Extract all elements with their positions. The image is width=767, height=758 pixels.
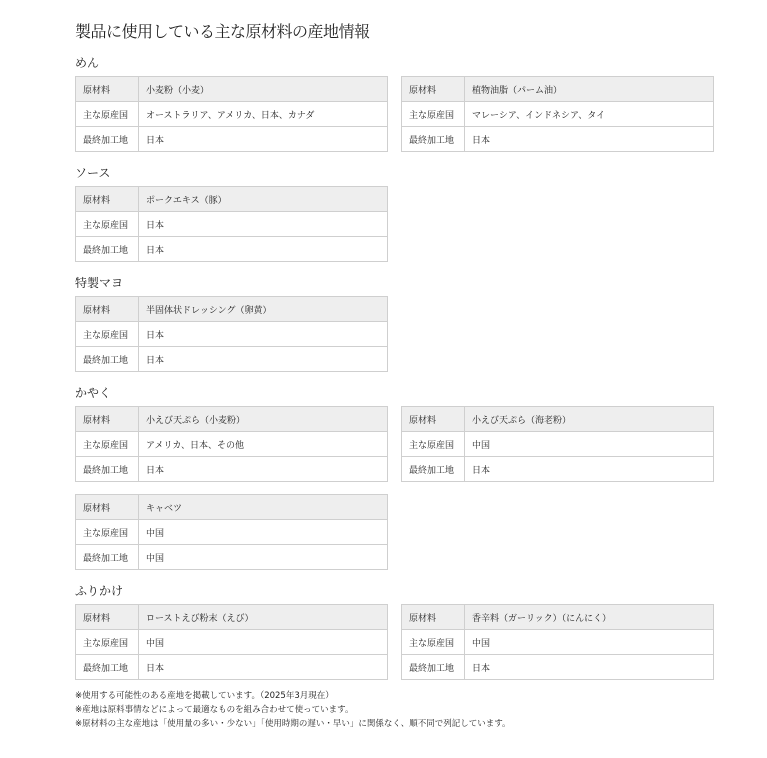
material-label: 原材料 [76,297,139,322]
page-title: 製品に使用している主な原材料の産地情報 [75,22,370,41]
footnote: ※産地は原料事情などによって最適なものを組み合わせて使っています。 [75,705,354,715]
origin-value: マレーシア、インドネシア、タイ [465,102,714,127]
processing-label: 最終加工地 [76,237,139,262]
origin-label: 主な原産国 [402,630,465,655]
origin-value: 中国 [139,520,388,545]
processing-label: 最終加工地 [402,127,465,152]
origin-table-dressing [75,296,388,372]
origin-value: 中国 [139,630,388,655]
processing-label: 最終加工地 [76,347,139,372]
processing-value: 日本 [139,457,388,482]
material-value: ローストえび粉末（えび） [139,605,388,630]
material-value: キャベツ [139,495,388,520]
origin-table-shrimp-tempura-flour [75,406,388,482]
material-value: 小えび天ぷら（海老粉） [465,407,714,432]
material-label: 原材料 [76,495,139,520]
origin-table-palm-oil [401,76,714,152]
processing-label: 最終加工地 [76,545,139,570]
origin-label: 主な原産国 [76,630,139,655]
material-value: 香辛料（ガーリック）（にんにく） [465,605,714,630]
origin-label: 主な原産国 [76,520,139,545]
material-value: 半固体状ドレッシング（卵黄） [139,297,388,322]
origin-value: 日本 [139,322,388,347]
origin-value: アメリカ、日本、その他 [139,432,388,457]
origin-table-cabbage [75,494,388,570]
origin-label: 主な原産国 [76,322,139,347]
origin-label: 主な原産国 [402,432,465,457]
origin-table-spice-garlic [401,604,714,680]
processing-label: 最終加工地 [76,655,139,680]
processing-value: 日本 [139,237,388,262]
material-label: 原材料 [76,77,139,102]
footnote: ※原材料の主な産地は「使用量の多い・少ない」「使用時期の遅い・早い」に関係なく、順不同で列記しています。 [75,719,511,729]
section-heading-men: めん [75,56,100,70]
material-label: 原材料 [76,605,139,630]
origin-value: 中国 [465,630,714,655]
processing-label: 最終加工地 [76,127,139,152]
origin-table-roast-shrimp-powder [75,604,388,680]
material-label: 原材料 [402,605,465,630]
footnotes [75,689,511,731]
origin-label: 主な原産国 [76,102,139,127]
origin-label: 主な原産国 [76,432,139,457]
origin-value: 日本 [139,212,388,237]
processing-value: 日本 [465,457,714,482]
processing-value: 日本 [139,347,388,372]
processing-value: 日本 [139,655,388,680]
origin-table-pork-extract [75,186,388,262]
material-value: 小麦粉（小麦） [139,77,388,102]
footnote: ※使用する可能性のある産地を掲載しています。（2025年3月現在） [75,691,334,701]
origin-label: 主な原産国 [76,212,139,237]
processing-value: 中国 [139,545,388,570]
material-label: 原材料 [76,187,139,212]
processing-value: 日本 [139,127,388,152]
section-heading-sauce: ソース [75,166,111,180]
processing-value: 日本 [465,127,714,152]
origin-table-wheat-flour [75,76,388,152]
material-label: 原材料 [402,77,465,102]
material-value: 植物油脂（パーム油） [465,77,714,102]
processing-label: 最終加工地 [402,457,465,482]
material-label: 原材料 [402,407,465,432]
section-heading-furikake: ふりかけ [75,584,124,598]
origin-label: 主な原産国 [402,102,465,127]
origin-value: オーストラリア、アメリカ、日本、カナダ [139,102,388,127]
processing-label: 最終加工地 [76,457,139,482]
material-value: 小えび天ぷら（小麦粉） [139,407,388,432]
origin-table-shrimp-tempura-shrimp-powder [401,406,714,482]
processing-label: 最終加工地 [402,655,465,680]
section-heading-mayo: 特製マヨ [75,276,124,290]
processing-value: 日本 [465,655,714,680]
material-label: 原材料 [76,407,139,432]
section-heading-kayaku: かやく [75,386,112,400]
origin-value: 中国 [465,432,714,457]
material-value: ポークエキス（豚） [139,187,388,212]
